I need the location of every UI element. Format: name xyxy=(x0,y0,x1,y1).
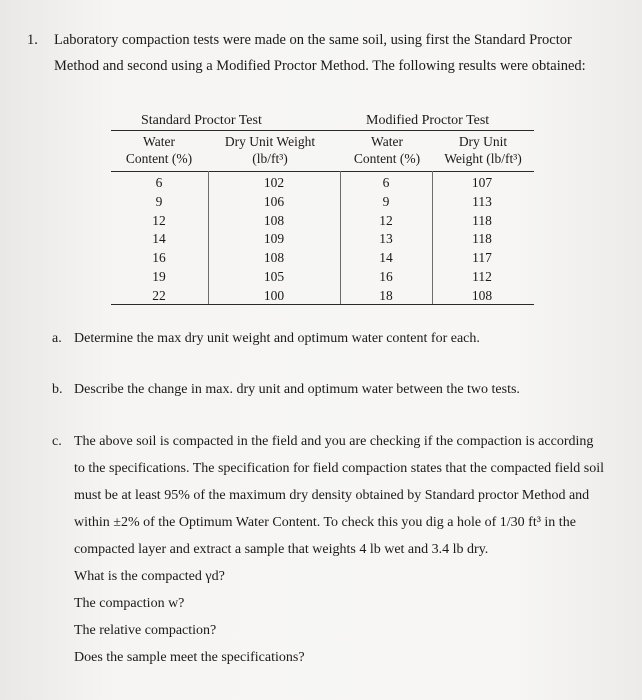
mod-dry-header: Dry Unit Weight (lb/ft³) xyxy=(444,134,522,166)
part-c-label: c. xyxy=(52,434,62,449)
mod-dry-cell: 118 xyxy=(472,231,492,247)
std-dry-cell: 109 xyxy=(263,231,285,247)
mod-dry-cell: 112 xyxy=(472,269,492,284)
divider-2 xyxy=(340,171,341,304)
std-dry-header: Dry Unit Weight (lb/ft³) xyxy=(224,134,316,166)
question-text: Laboratory compaction tests were made on the same soil, using first the Standard Proctor Method and second using a Modified Proctor Method. The following results were obtained: xyxy=(54,32,586,74)
mod-dry-cell: 113 xyxy=(472,193,492,209)
std-dry-cell: 100 xyxy=(263,287,285,303)
mod-water-cell: 14 xyxy=(379,250,393,266)
mod-water-cell: 12 xyxy=(379,212,393,228)
std-water-cell: 22 xyxy=(152,287,166,303)
part-c-question-1: What is the compacted γd? xyxy=(74,569,225,584)
standard-proctor-title: Standard Proctor Test xyxy=(141,113,262,128)
top-rule xyxy=(111,130,534,131)
part-c-question-3: The relative compaction? xyxy=(74,623,217,638)
std-dry-cell: 102 xyxy=(263,175,285,190)
std-dry-cell: 105 xyxy=(263,269,285,284)
part-c-question-2: The compaction w? xyxy=(74,596,185,611)
part-a-label: a. xyxy=(52,331,62,346)
part-c-question-4: Does the sample meet the specifications? xyxy=(74,650,305,665)
mod-water-cell: 9 xyxy=(382,193,390,209)
std-water-cell: 12 xyxy=(152,212,166,228)
part-b-text: Describe the change in max. dry unit and optimum water between the two tests. xyxy=(74,382,520,397)
mod-water-cell: 13 xyxy=(379,231,393,247)
part-a-text: Determine the max dry unit weight and optimum water content for each. xyxy=(74,331,480,346)
std-water-cell: 19 xyxy=(152,269,166,284)
std-dry-cell: 106 xyxy=(263,193,285,209)
std-water-cell: 16 xyxy=(152,250,166,266)
mod-dry-cell: 117 xyxy=(472,250,492,266)
std-dry-cell: 108 xyxy=(263,212,285,228)
std-water-cell: 6 xyxy=(155,175,163,190)
modified-proctor-title: Modified Proctor Test xyxy=(366,113,490,128)
divider-1 xyxy=(208,171,209,304)
mod-dry-cell: 108 xyxy=(471,287,493,303)
std-water-cell: 9 xyxy=(155,193,163,209)
part-b-label: b. xyxy=(52,382,63,397)
mod-water-cell: 18 xyxy=(379,287,393,303)
mod-dry-cell: 107 xyxy=(471,175,493,190)
bottom-rule xyxy=(111,304,534,305)
header-rule xyxy=(111,171,534,172)
std-dry-cell: 108 xyxy=(263,250,285,266)
std-water-cell: 14 xyxy=(152,231,166,247)
mod-water-cell: 6 xyxy=(382,175,390,190)
part-c-text: The above soil is compacted in the field and you are checking if the compaction is according to the specifications. The specification for field compaction states that the compacted field soil must be at least 95% of the maximum dry density obtained by Standard proctor Method and within ±2% of the Optimum Water Content. To check this you dig a hole of 1/30 ft³ in the compacted layer and extract a sample that weights 4 lb wet and 3.4 lb dry. xyxy=(74,434,605,557)
mod-water-cell: 16 xyxy=(379,269,393,284)
divider-3 xyxy=(432,171,433,304)
std-water-header: Water Content (%) xyxy=(125,134,193,166)
mod-water-header: Water Content (%) xyxy=(353,134,421,166)
mod-dry-cell: 118 xyxy=(472,212,492,228)
question-number: 1. xyxy=(27,32,38,48)
